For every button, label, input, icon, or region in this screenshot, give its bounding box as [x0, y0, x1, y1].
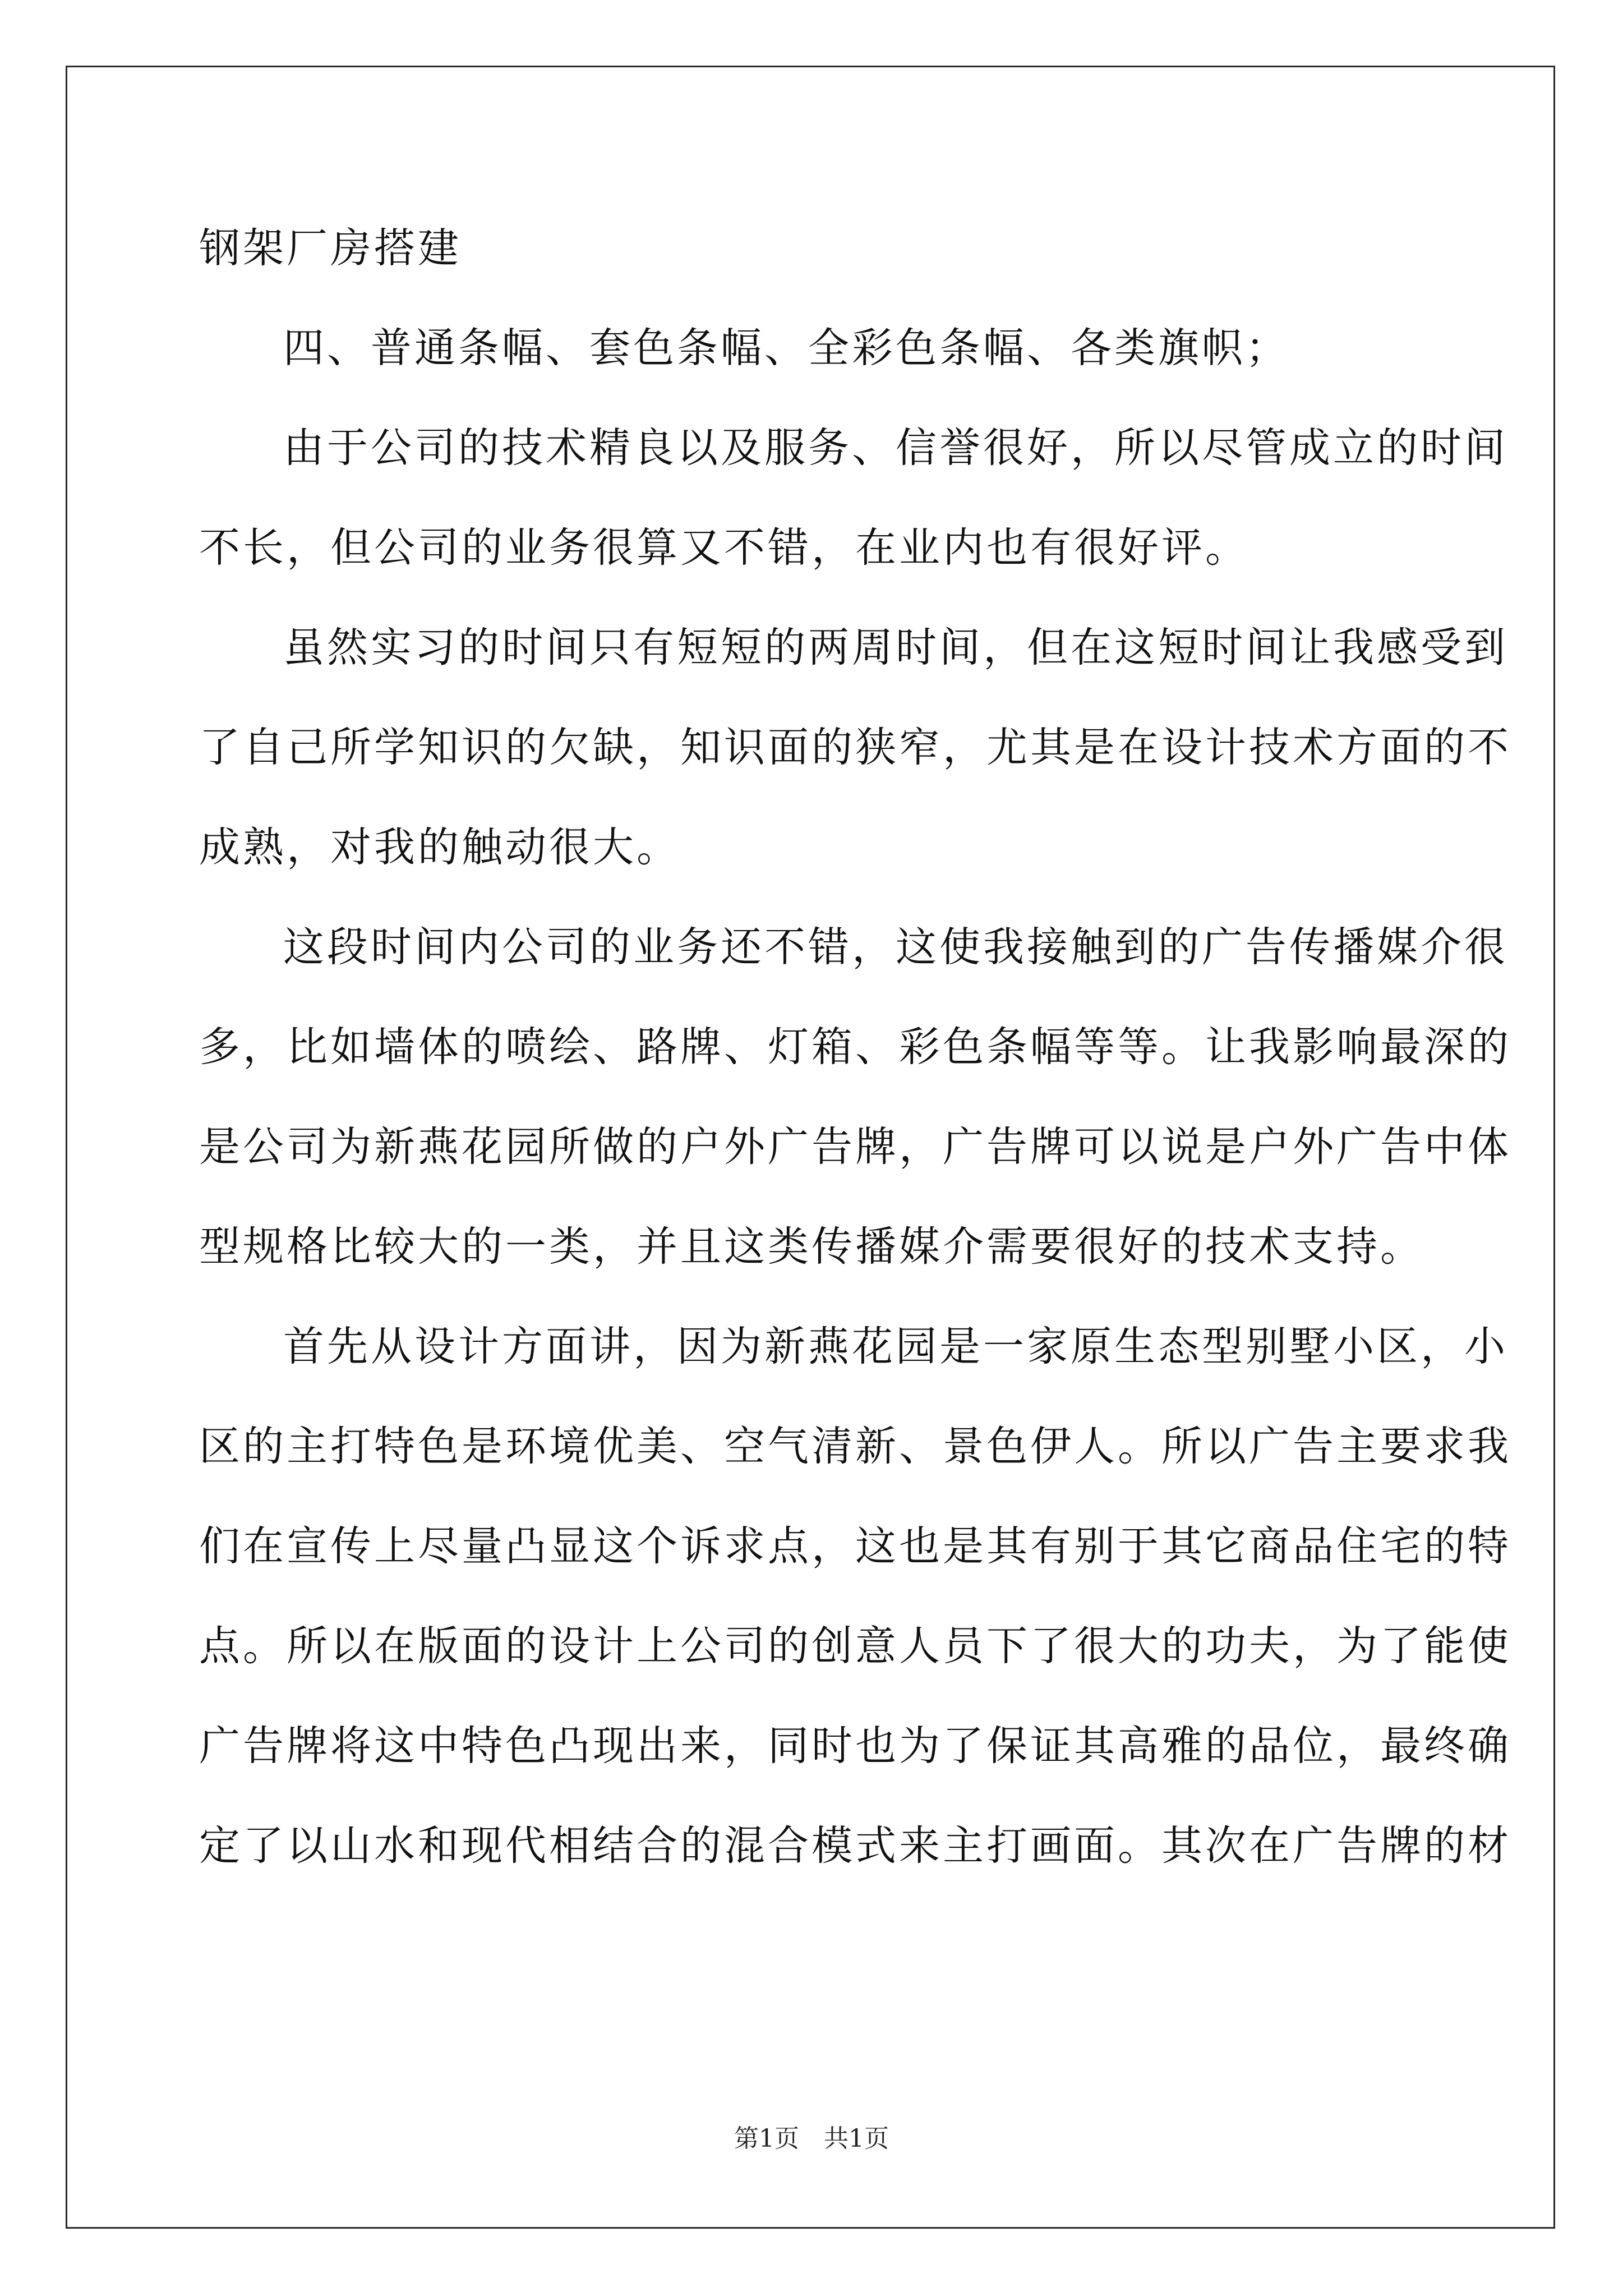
document-body: [199, 218, 1511, 1915]
page-footer: [0, 2122, 1623, 2156]
text-line: 们在宣传上尽量凸显这个诉求点，这也是其有别于其它商品住宅的特: [199, 1522, 1511, 1570]
text-line: 这段时间内公司的业务还不错，这使我接触到的广告传播媒介很: [283, 923, 1508, 971]
text-line: 虽然实习的时间只有短短的两周时间，但在这短时间让我感受到: [283, 624, 1508, 671]
text-line: 点。所以在版面的设计上公司的创意人员下了很大的功夫，为了能使: [199, 1622, 1511, 1670]
text-line: 广告牌将这中特色凸现出来，同时也为了保证其高雅的品位，最终确: [199, 1722, 1511, 1770]
text-line: 了自己所学知识的欠缺，知识面的狭窄，尤其是在设计技术方面的不: [199, 724, 1511, 771]
text-line: 四、普通条幅、套色条幅、全彩色条幅、各类旗帜；: [283, 324, 1289, 372]
text-line: 是公司为新燕花园所做的户外广告牌，广告牌可以说是户外广告中体: [199, 1123, 1511, 1171]
text-line: 首先从设计方面讲，因为新燕花园是一家原生态型别墅小区，小: [283, 1323, 1508, 1370]
text-line: 不长，但公司的业务很算又不错，在业内也有很好评。: [199, 524, 1249, 572]
text-line: 由于公司的技术精良以及服务、信誉很好，所以尽管成立的时间: [283, 424, 1508, 472]
text-line: 钢架厂房搭建: [199, 224, 462, 272]
text-line: 多，比如墙体的喷绘、路牌、灯箱、彩色条幅等等。让我影响最深的: [199, 1023, 1511, 1071]
text-line: 型规格比较大的一类，并且这类传播媒介需要很好的技术支持。: [199, 1223, 1424, 1271]
text-line: 定了以山水和现代相结合的混合模式来主打画面。其次在广告牌的材: [199, 1822, 1511, 1870]
page-total: 共1页: [824, 2124, 889, 2153]
text-line: 区的主打特色是环境优美、空气清新、景色伊人。所以广告主要求我: [199, 1423, 1511, 1470]
page-number: 第1页: [734, 2124, 799, 2153]
text-line: 成熟，对我的触动很大。: [199, 823, 680, 871]
